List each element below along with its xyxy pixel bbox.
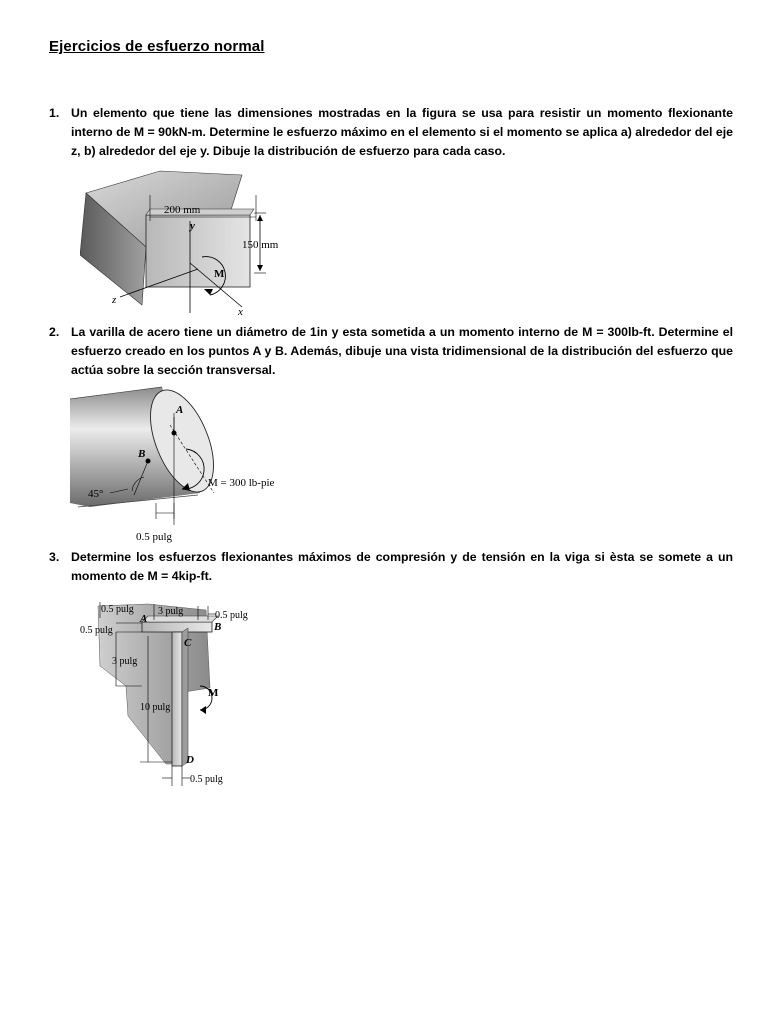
point-b-label: B [138, 448, 146, 460]
problem-text: Determine los esfuerzos flexionantes máximos de compresión y de tensión en la viga si èsta se somete a un momento de M = 4kip-ft. [71, 550, 733, 583]
moment-label: M = 300 lb-pie [208, 477, 275, 489]
axis-z-label: z [112, 294, 117, 306]
problem-number: 1. [49, 106, 60, 120]
dim-width-label: 200 mm [164, 204, 201, 216]
problem-text: Un elemento que tiene las dimensiones mostradas en la figura se usa para resistir un momento flexionante interno de M = 90kN-m. Determine le esfuerzo máximo en el elemento si el momento se aplica a) alrededor del eje z, b) alrededor del eje y. Dibuje la distribución de esfuerzo para cada caso. [71, 106, 733, 158]
moment-label: M [214, 268, 225, 280]
point-a-label: A [176, 404, 184, 416]
dim-top-right-label: 0.5 pulg [215, 610, 248, 621]
problem-1 [49, 104, 733, 161]
figure-steel-rod [70, 385, 300, 545]
point-c-label: C [184, 637, 192, 649]
axis-x-label: x [238, 306, 243, 315]
offset-label: 0.5 pulg [136, 531, 173, 543]
angle-label: 45° [88, 488, 104, 500]
dim-bottom-label: 0.5 pulg [190, 774, 223, 785]
dim-top-left-label: 0.5 pulg [101, 604, 134, 615]
dim-web-label: 10 pulg [140, 702, 171, 713]
dim-flange-label: 0.5 pulg [80, 625, 113, 636]
dim-top-mid-label: 3 pulg [158, 606, 184, 617]
dim-side-label: 3 pulg [112, 656, 138, 667]
figure-rectangular-beam [80, 165, 300, 315]
problem-3 [49, 548, 733, 586]
problem-number: 3. [49, 550, 60, 564]
point-b-label: B [214, 621, 222, 633]
page-title: Ejercicios de esfuerzo normal [49, 38, 265, 55]
point-d-label: D [186, 754, 194, 766]
axis-y-label: y [190, 220, 195, 232]
figure-t-beam [76, 596, 276, 796]
problem-number: 2. [49, 325, 60, 339]
problem-2 [49, 323, 733, 380]
point-a-label: A [140, 613, 148, 625]
moment-label: M [208, 687, 219, 699]
dim-height-label: 150 mm [242, 239, 279, 251]
problem-text: La varilla de acero tiene un diámetro de 1in y esta sometida a un momento interno de M = 300lb-ft. Determine el esfuerzo creado en los puntos A y B. Además, dibuje una vista tridimensional de la distribución del esfuerzo que actúa sobre la sección transversal. [71, 325, 733, 377]
